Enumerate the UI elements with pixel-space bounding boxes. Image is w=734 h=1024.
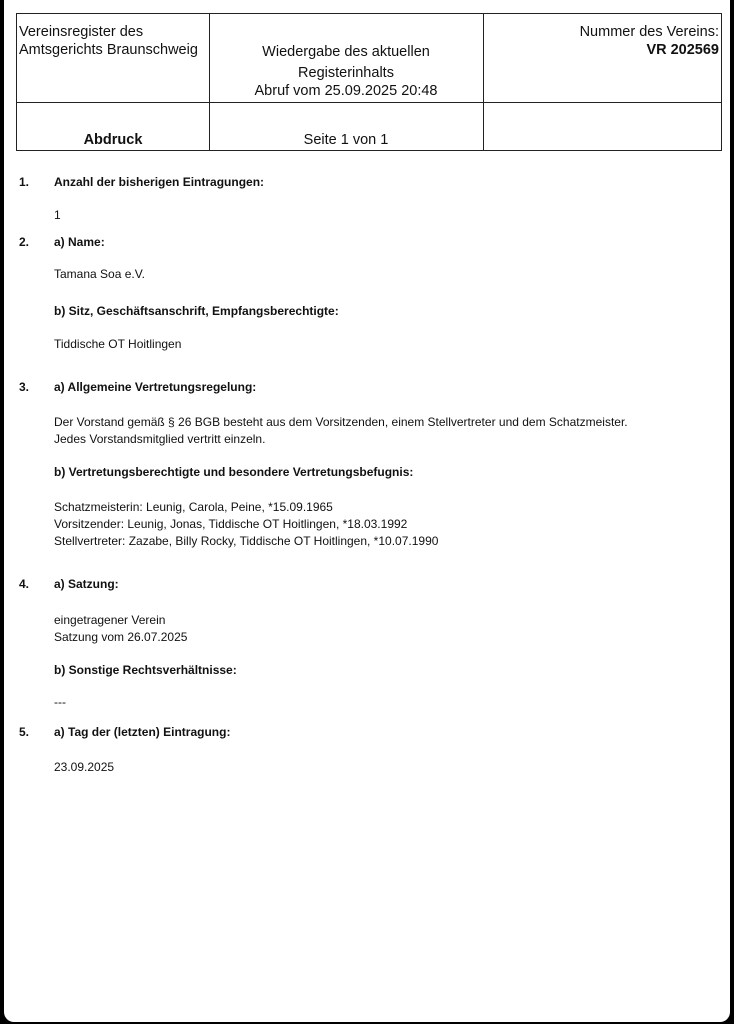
header-divider xyxy=(483,14,484,150)
court-line: Vereinsregister des xyxy=(19,24,144,40)
section-number: 1. xyxy=(19,175,30,189)
section-number: 2. xyxy=(19,235,30,249)
number-value: VR 202569 xyxy=(646,42,719,58)
court-name xyxy=(19,23,198,59)
page-indicator: Seite 1 von 1 xyxy=(303,132,389,148)
representation-rule: Jedes Vorstandsmitglied vertritt einzeln. xyxy=(54,432,266,446)
statute-info: Satzung vom 26.07.2025 xyxy=(54,630,188,644)
title-line: Wiedergabe des aktuellen xyxy=(262,44,430,60)
section-heading: b) Vertretungsberechtigte und besondere Vertretungsbefugnis: xyxy=(54,465,414,479)
title-line: Registerinhalts xyxy=(298,65,394,81)
section-heading: a) Allgemeine Vertretungsregelung: xyxy=(54,380,257,394)
court-line: Amtsgerichts Braunschweig xyxy=(19,42,198,58)
association-number xyxy=(580,23,719,59)
section-number: 5. xyxy=(19,725,30,739)
document-title xyxy=(209,43,483,100)
section-heading: b) Sitz, Geschäftsanschrift, Empfangsberechtigte: xyxy=(54,304,339,318)
other-legal-relations: --- xyxy=(54,695,66,709)
section-heading: a) Satzung: xyxy=(54,577,119,591)
section-heading: a) Tag der (letzten) Eintragung: xyxy=(54,725,231,739)
board-member: Stellvertreter: Zazabe, Billy Rocky, Tiddische OT Hoitlingen, *10.07.1990 xyxy=(54,534,439,548)
entries-count: 1 xyxy=(54,208,61,222)
section-heading: Anzahl der bisherigen Eintragungen: xyxy=(54,175,265,189)
board-member: Schatzmeisterin: Leunig, Carola, Peine, *15.09.1965 xyxy=(54,500,333,514)
section-number: 3. xyxy=(19,380,30,394)
section-heading: a) Name: xyxy=(54,235,105,249)
print-label: Abdruck xyxy=(83,132,143,148)
section-number: 4. xyxy=(19,577,30,591)
association-seat: Tiddische OT Hoitlingen xyxy=(54,337,182,351)
statute-info: eingetragener Verein xyxy=(54,613,166,627)
section-heading: b) Sonstige Rechtsverhältnisse: xyxy=(54,663,237,677)
retrieval-timestamp: Abruf vom 25.09.2025 20:48 xyxy=(254,83,438,99)
header-divider xyxy=(17,102,721,103)
header-table xyxy=(16,13,722,151)
representation-rule: Der Vorstand gemäß § 26 BGB besteht aus dem Vorsitzenden, einem Stellvertreter und dem Schatzmeister. xyxy=(54,415,628,429)
last-entry-date: 23.09.2025 xyxy=(54,760,115,774)
number-label: Nummer des Vereins: xyxy=(579,24,719,40)
register-document xyxy=(4,0,730,1022)
association-name: Tamana Soa e.V. xyxy=(54,267,145,281)
board-member: Vorsitzender: Leunig, Jonas, Tiddische OT Hoitlingen, *18.03.1992 xyxy=(54,517,408,531)
